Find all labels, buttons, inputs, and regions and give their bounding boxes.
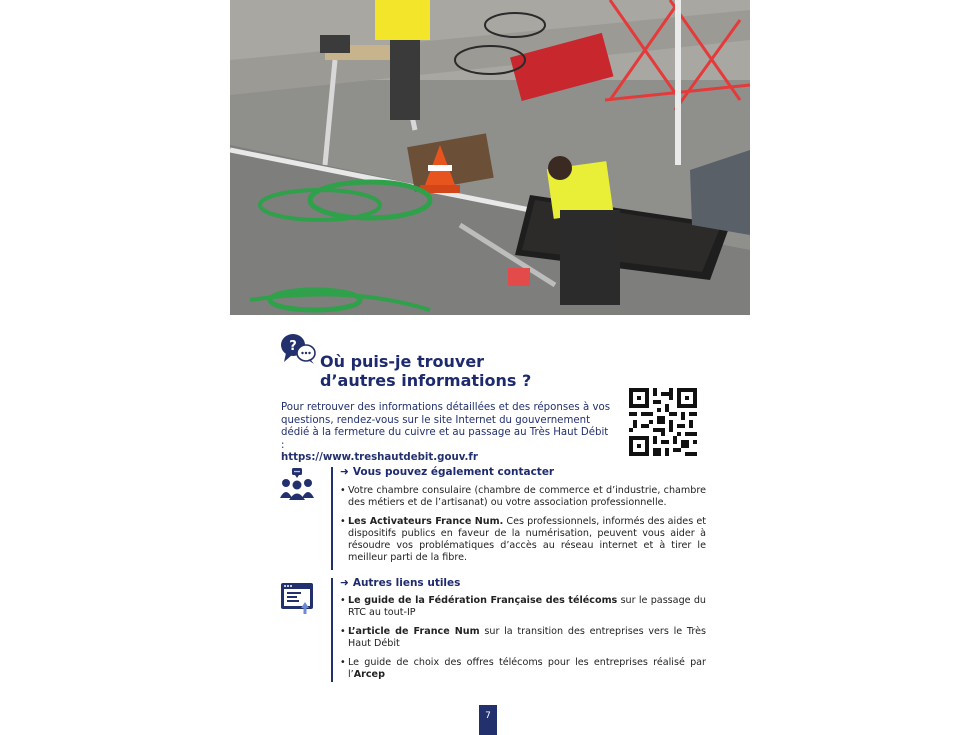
people-group-icon <box>279 466 315 502</box>
list-item[interactable] <box>340 626 706 650</box>
brochure-page <box>230 0 750 735</box>
web-window-icon <box>279 580 315 616</box>
list-item-text: Le guide de choix des offres télécoms pour les entreprises réalisé par l’ <box>348 657 706 680</box>
useful-links-list <box>340 595 706 688</box>
page-title <box>320 352 531 390</box>
question-bubbles-icon <box>280 333 316 365</box>
list-item <box>340 485 706 509</box>
page-number: 7 <box>479 705 497 735</box>
contact-list <box>340 485 706 571</box>
section-divider-contact <box>331 467 333 570</box>
list-item-bold: L’article de France Num <box>348 626 480 637</box>
list-item-text: sur le passage du RTC au tout-IP <box>348 595 707 618</box>
list-item[interactable] <box>340 595 706 619</box>
list-item-bold: Les Activateurs France Num. <box>348 516 504 527</box>
arrow-right-icon: ➜ <box>340 466 349 478</box>
intro-text: Pour retrouver des informations détaillées et des réponses à vos questions, rendez-vous sur le site Internet du gouvernement dédié à la fermeture du cuivre et au passage au Très Haut Débit : <box>281 402 611 451</box>
list-item-text: Ces professionnels, informés des aides et dispositifs publics en faveur de la numérisation, peuvent vous aider à résoudre vos problématiques d’accès au réseau internet et à tirer le meilleur parti de la fibre. <box>348 516 706 563</box>
section-heading-links <box>340 577 460 589</box>
qr-code-icon[interactable] <box>629 388 697 456</box>
intro-paragraph <box>281 402 611 465</box>
title-line-2: d’autres informations ? <box>320 371 532 390</box>
list-item-text: Votre chambre consulaire (chambre de commerce et d’industrie, chambre des métiers et de l’artisanat) ou votre association professionnelle. <box>348 485 706 508</box>
section-heading-contact-text: Vous pouvez également contacter <box>352 466 555 478</box>
government-site-link[interactable]: https://www.treshautdebit.gouv.fr <box>281 452 478 464</box>
svg-text:?: ? <box>289 339 297 354</box>
list-item <box>340 516 706 564</box>
section-heading-links-text: Autres liens utiles <box>352 577 461 589</box>
section-divider-links <box>331 578 333 682</box>
arrow-right-icon: ➜ <box>340 577 349 589</box>
section-heading-contact <box>340 466 554 478</box>
photo-fiber-workers <box>230 0 750 315</box>
list-item-bold: Arcep <box>353 669 385 680</box>
list-item[interactable] <box>340 657 706 681</box>
list-item-text: sur la transition des entreprises vers le Très Haut Débit <box>348 626 706 649</box>
list-item-bold: Le guide de la Fédération Française des télécoms <box>348 595 618 606</box>
title-line-1: Où puis-je trouver <box>320 352 485 371</box>
